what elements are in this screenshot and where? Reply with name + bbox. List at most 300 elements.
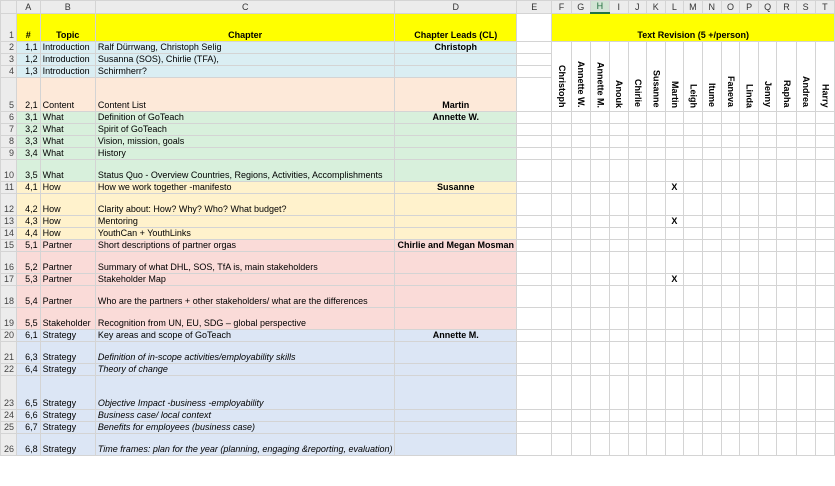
reviewer-faneva[interactable] [721,41,740,111]
revision-cell[interactable] [702,341,721,363]
revision-cell[interactable] [796,239,815,251]
cell-num[interactable]: 4,4 [16,227,40,239]
revision-cell[interactable] [552,375,571,409]
cell-chapter-lead[interactable]: Annette M. [395,329,517,341]
cell-chapter[interactable]: YouthCan + YouthLinks [95,227,395,239]
revision-cell[interactable] [721,147,740,159]
row-header-5[interactable]: 5 [1,77,17,111]
revision-cell[interactable] [590,433,609,455]
revision-cell[interactable] [665,227,684,239]
header-topic[interactable]: Topic [40,13,95,41]
cell-topic[interactable]: Strategy [40,409,95,421]
cell-topic[interactable]: What [40,123,95,135]
revision-cell[interactable] [777,251,796,273]
cell-num[interactable]: 3,1 [16,111,40,123]
revision-cell[interactable] [684,363,703,375]
revision-cell[interactable] [609,251,628,273]
revision-cell[interactable] [571,251,590,273]
row-header-4[interactable]: 4 [1,65,17,77]
revision-cell[interactable] [702,135,721,147]
cell-chapter-lead[interactable] [395,251,517,273]
cell-chapter-lead[interactable]: Susanne [395,181,517,193]
revision-cell[interactable] [777,159,796,181]
revision-cell[interactable] [777,135,796,147]
cell-chapter[interactable]: Clarity about: How? Why? Who? What budget? [95,193,395,215]
cell-e[interactable] [517,41,552,53]
row-header-7[interactable]: 7 [1,123,17,135]
revision-cell[interactable] [609,273,628,285]
revision-cell[interactable] [590,135,609,147]
reviewer-chirlie[interactable] [628,41,647,111]
row-header-1[interactable]: 1 [1,13,17,41]
revision-cell[interactable] [740,215,759,227]
reviewer-martin[interactable] [665,41,684,111]
column-header-i[interactable]: I [609,1,628,14]
cell-topic[interactable]: Stakeholder [40,307,95,329]
cell-topic[interactable]: Partner [40,239,95,251]
revision-cell[interactable] [740,375,759,409]
revision-cell[interactable] [796,329,815,341]
revision-cell[interactable] [684,285,703,307]
cell-chapter-lead[interactable] [395,159,517,181]
revision-cell[interactable] [796,215,815,227]
revision-cell[interactable] [740,363,759,375]
revision-cell[interactable] [665,159,684,181]
revision-cell[interactable] [571,239,590,251]
revision-cell[interactable] [571,375,590,409]
revision-cell[interactable] [684,433,703,455]
revision-cell[interactable] [815,273,834,285]
revision-cell[interactable] [609,123,628,135]
revision-cell[interactable] [796,433,815,455]
cell-chapter[interactable]: Summary of what DHL, SOS, TfA is, main stakeholders [95,251,395,273]
revision-cell[interactable] [684,307,703,329]
column-header-k[interactable]: K [647,1,666,14]
cell-chapter[interactable]: Recognition from UN, EU, SDG – global perspective [95,307,395,329]
column-header-m[interactable]: M [684,1,703,14]
cell-topic[interactable]: Strategy [40,363,95,375]
row-header-24[interactable]: 24 [1,409,17,421]
revision-cell[interactable] [552,329,571,341]
revision-cell[interactable] [647,111,666,123]
revision-cell[interactable] [758,227,777,239]
revision-cell[interactable] [590,273,609,285]
cell-chapter-lead[interactable] [395,421,517,433]
revision-cell[interactable] [590,285,609,307]
revision-cell[interactable] [702,215,721,227]
cell-e[interactable] [517,147,552,159]
cell-chapter[interactable]: Short descriptions of partner orgas [95,239,395,251]
revision-cell[interactable] [796,273,815,285]
cell-e[interactable] [517,77,552,111]
row-header-25[interactable]: 25 [1,421,17,433]
revision-cell[interactable] [665,433,684,455]
revision-cell[interactable] [702,147,721,159]
cell-chapter-lead[interactable] [395,433,517,455]
revision-cell[interactable] [702,239,721,251]
cell-num[interactable]: 6,8 [16,433,40,455]
revision-cell[interactable] [721,111,740,123]
revision-cell[interactable] [665,123,684,135]
column-header-l[interactable]: L [665,1,684,14]
cell-chapter-lead[interactable] [395,409,517,421]
revision-cell[interactable] [758,433,777,455]
cell-chapter[interactable]: Vision, mission, goals [95,135,395,147]
cell-chapter[interactable]: Definition of GoTeach [95,111,395,123]
revision-cell[interactable] [590,227,609,239]
reviewer-andrea[interactable] [796,41,815,111]
cell-e[interactable] [517,181,552,193]
revision-cell[interactable] [815,375,834,409]
revision-cell[interactable] [684,159,703,181]
row-header-15[interactable]: 15 [1,239,17,251]
revision-cell[interactable] [777,193,796,215]
revision-cell[interactable] [815,239,834,251]
reviewer-harry[interactable] [815,41,834,111]
revision-cell[interactable] [740,273,759,285]
revision-cell[interactable] [815,409,834,421]
column-header-s[interactable]: S [796,1,815,14]
revision-cell[interactable] [552,307,571,329]
revision-cell[interactable] [777,239,796,251]
revision-cell[interactable] [758,147,777,159]
column-header-j[interactable]: J [628,1,647,14]
revision-cell[interactable] [609,135,628,147]
column-header-n[interactable]: N [702,1,721,14]
revision-cell[interactable] [815,251,834,273]
revision-cell[interactable] [628,409,647,421]
revision-cell[interactable] [684,421,703,433]
revision-cell[interactable]: X [665,215,684,227]
reviewer-itume[interactable] [702,41,721,111]
revision-cell[interactable]: X [665,273,684,285]
cell-chapter-lead[interactable] [395,273,517,285]
revision-cell[interactable] [796,251,815,273]
revision-cell[interactable] [740,123,759,135]
cell-chapter-lead[interactable]: Martin [395,77,517,111]
revision-cell[interactable] [590,307,609,329]
revision-cell[interactable] [684,111,703,123]
revision-cell[interactable] [628,135,647,147]
revision-cell[interactable] [571,329,590,341]
cell-e[interactable] [517,53,552,65]
revision-cell[interactable] [796,159,815,181]
revision-cell[interactable] [758,239,777,251]
cell-num[interactable]: 4,2 [16,193,40,215]
revision-cell[interactable] [721,135,740,147]
revision-cell[interactable] [609,409,628,421]
revision-cell[interactable] [628,433,647,455]
revision-cell[interactable] [815,307,834,329]
revision-cell[interactable] [777,215,796,227]
revision-cell[interactable] [628,123,647,135]
revision-cell[interactable] [815,227,834,239]
revision-cell[interactable] [702,159,721,181]
cell-num[interactable]: 3,4 [16,147,40,159]
column-header-q[interactable]: Q [758,1,777,14]
cell-topic[interactable]: What [40,159,95,181]
revision-cell[interactable] [758,193,777,215]
revision-cell[interactable] [777,285,796,307]
revision-cell[interactable] [758,135,777,147]
revision-cell[interactable] [758,363,777,375]
cell-num[interactable]: 3,3 [16,135,40,147]
cell-e[interactable] [517,421,552,433]
revision-cell[interactable] [740,329,759,341]
cell-topic[interactable]: Partner [40,273,95,285]
cell-e[interactable] [517,159,552,181]
revision-cell[interactable] [740,135,759,147]
revision-cell[interactable] [702,307,721,329]
row-header-20[interactable]: 20 [1,329,17,341]
cell-chapter[interactable]: Ralf Dürrwang, Christoph Selig [95,41,395,53]
revision-cell[interactable] [777,421,796,433]
cell-chapter[interactable]: Who are the partners + other stakeholders/ what are the differences [95,285,395,307]
cell-num[interactable]: 6,7 [16,421,40,433]
revision-cell[interactable] [721,421,740,433]
cell-chapter-lead[interactable] [395,135,517,147]
revision-cell[interactable] [702,111,721,123]
revision-cell[interactable] [665,135,684,147]
revision-cell[interactable] [571,285,590,307]
cell-e[interactable] [517,273,552,285]
revision-cell[interactable] [684,227,703,239]
row-header-22[interactable]: 22 [1,363,17,375]
revision-cell[interactable] [552,147,571,159]
cell-topic[interactable]: Partner [40,285,95,307]
revision-cell[interactable] [628,159,647,181]
revision-cell[interactable] [815,135,834,147]
cell-num[interactable]: 5,2 [16,251,40,273]
revision-cell[interactable] [609,215,628,227]
revision-cell[interactable] [647,123,666,135]
revision-cell[interactable] [815,193,834,215]
revision-cell[interactable] [628,285,647,307]
revision-cell[interactable] [702,123,721,135]
revision-cell[interactable] [647,363,666,375]
revision-cell[interactable] [702,285,721,307]
revision-cell[interactable] [552,239,571,251]
revision-cell[interactable] [815,421,834,433]
revision-cell[interactable] [590,159,609,181]
revision-cell[interactable] [702,273,721,285]
revision-cell[interactable] [740,239,759,251]
row-header-2[interactable]: 2 [1,41,17,53]
revision-cell[interactable]: X [665,181,684,193]
cell-chapter-lead[interactable] [395,123,517,135]
reviewer-jenny[interactable] [758,41,777,111]
revision-cell[interactable] [665,193,684,215]
revision-cell[interactable] [796,181,815,193]
cell-num[interactable]: 1,1 [16,41,40,53]
revision-cell[interactable] [609,307,628,329]
revision-cell[interactable] [552,421,571,433]
cell-chapter[interactable]: Theory of change [95,363,395,375]
row-header-23[interactable]: 23 [1,375,17,409]
revision-cell[interactable] [740,147,759,159]
revision-cell[interactable] [740,227,759,239]
revision-cell[interactable] [702,329,721,341]
revision-cell[interactable] [740,159,759,181]
revision-cell[interactable] [796,341,815,363]
cell-e[interactable] [517,307,552,329]
column-header-r[interactable]: R [777,1,796,14]
revision-cell[interactable] [647,375,666,409]
revision-cell[interactable] [815,215,834,227]
cell-e[interactable] [517,251,552,273]
revision-cell[interactable] [647,181,666,193]
revision-cell[interactable] [609,159,628,181]
revision-cell[interactable] [740,409,759,421]
revision-cell[interactable] [628,375,647,409]
revision-cell[interactable] [815,111,834,123]
revision-cell[interactable] [815,159,834,181]
revision-cell[interactable] [740,433,759,455]
revision-cell[interactable] [777,123,796,135]
revision-cell[interactable] [684,341,703,363]
revision-cell[interactable] [571,193,590,215]
cell-chapter[interactable]: Objective Impact -business -employability [95,375,395,409]
revision-cell[interactable] [758,111,777,123]
revision-cell[interactable] [628,421,647,433]
cell-num[interactable]: 6,5 [16,375,40,409]
revision-cell[interactable] [758,329,777,341]
revision-cell[interactable] [590,193,609,215]
column-header-h[interactable]: H [590,1,609,14]
cell-e[interactable] [517,409,552,421]
cell-topic[interactable]: What [40,147,95,159]
cell-topic[interactable]: Strategy [40,433,95,455]
revision-cell[interactable] [721,409,740,421]
revision-cell[interactable] [609,285,628,307]
revision-cell[interactable] [609,147,628,159]
revision-cell[interactable] [590,329,609,341]
cell-e[interactable] [517,123,552,135]
revision-cell[interactable] [665,147,684,159]
revision-cell[interactable] [647,421,666,433]
revision-cell[interactable] [609,111,628,123]
cell-chapter[interactable]: Business case/ local context [95,409,395,421]
revision-cell[interactable] [552,409,571,421]
cell-chapter[interactable]: Definition of in-scope activities/employability skills [95,341,395,363]
revision-cell[interactable] [628,273,647,285]
cell-chapter-lead[interactable] [395,375,517,409]
revision-cell[interactable] [721,251,740,273]
cell-e[interactable] [517,363,552,375]
revision-cell[interactable] [590,215,609,227]
cell-num[interactable]: 1,3 [16,65,40,77]
revision-cell[interactable] [628,215,647,227]
revision-cell[interactable] [777,111,796,123]
column-header-c[interactable]: C [95,1,395,14]
cell-e[interactable] [517,111,552,123]
revision-cell[interactable] [552,341,571,363]
revision-cell[interactable] [777,181,796,193]
revision-cell[interactable] [684,181,703,193]
revision-cell[interactable] [815,433,834,455]
cell-chapter-lead[interactable] [395,307,517,329]
revision-cell[interactable] [609,363,628,375]
revision-cell[interactable] [758,159,777,181]
revision-cell[interactable] [758,215,777,227]
cell-chapter[interactable]: History [95,147,395,159]
header-num[interactable]: # [16,13,40,41]
revision-cell[interactable] [665,409,684,421]
revision-cell[interactable] [552,159,571,181]
revision-cell[interactable] [628,227,647,239]
revision-cell[interactable] [702,375,721,409]
cell-e[interactable] [517,433,552,455]
revision-cell[interactable] [590,123,609,135]
revision-cell[interactable] [552,363,571,375]
cell-chapter-lead[interactable]: Chirlie and Megan Mosman [395,239,517,251]
revision-cell[interactable] [609,341,628,363]
revision-cell[interactable] [777,409,796,421]
cell-e[interactable] [517,65,552,77]
revision-cell[interactable] [628,181,647,193]
row-header-8[interactable]: 8 [1,135,17,147]
revision-cell[interactable] [647,251,666,273]
revision-cell[interactable] [552,273,571,285]
revision-cell[interactable] [796,409,815,421]
revision-cell[interactable] [758,307,777,329]
revision-cell[interactable] [552,433,571,455]
cell-chapter-lead[interactable] [395,285,517,307]
revision-cell[interactable] [740,307,759,329]
revision-cell[interactable] [590,111,609,123]
revision-cell[interactable] [777,227,796,239]
revision-cell[interactable] [647,159,666,181]
reviewer-anouk[interactable] [609,41,628,111]
revision-cell[interactable] [552,135,571,147]
cell-chapter-lead[interactable] [395,341,517,363]
revision-cell[interactable] [571,363,590,375]
revision-cell[interactable] [647,433,666,455]
revision-cell[interactable] [684,273,703,285]
cell-chapter-lead[interactable] [395,53,517,65]
revision-cell[interactable] [647,307,666,329]
column-header-d[interactable]: D [395,1,517,14]
revision-cell[interactable] [815,123,834,135]
reviewer-leigh[interactable] [684,41,703,111]
revision-cell[interactable] [571,409,590,421]
revision-cell[interactable] [702,193,721,215]
revision-cell[interactable] [647,341,666,363]
revision-cell[interactable] [571,307,590,329]
revision-cell[interactable] [609,421,628,433]
revision-cell[interactable] [552,123,571,135]
revision-cell[interactable] [796,421,815,433]
revision-cell[interactable] [777,273,796,285]
revision-cell[interactable] [702,363,721,375]
cell-e[interactable] [517,215,552,227]
cell-topic[interactable]: Strategy [40,375,95,409]
revision-cell[interactable] [721,329,740,341]
revision-cell[interactable] [609,433,628,455]
revision-cell[interactable] [796,147,815,159]
revision-cell[interactable] [609,181,628,193]
cell-topic[interactable]: How [40,193,95,215]
revision-cell[interactable] [665,329,684,341]
revision-cell[interactable] [571,273,590,285]
revision-cell[interactable] [721,285,740,307]
revision-cell[interactable] [609,227,628,239]
cell-num[interactable]: 6,4 [16,363,40,375]
revision-cell[interactable] [758,123,777,135]
cell-chapter-lead[interactable]: Christoph [395,41,517,53]
row-header-21[interactable]: 21 [1,341,17,363]
revision-cell[interactable] [796,111,815,123]
